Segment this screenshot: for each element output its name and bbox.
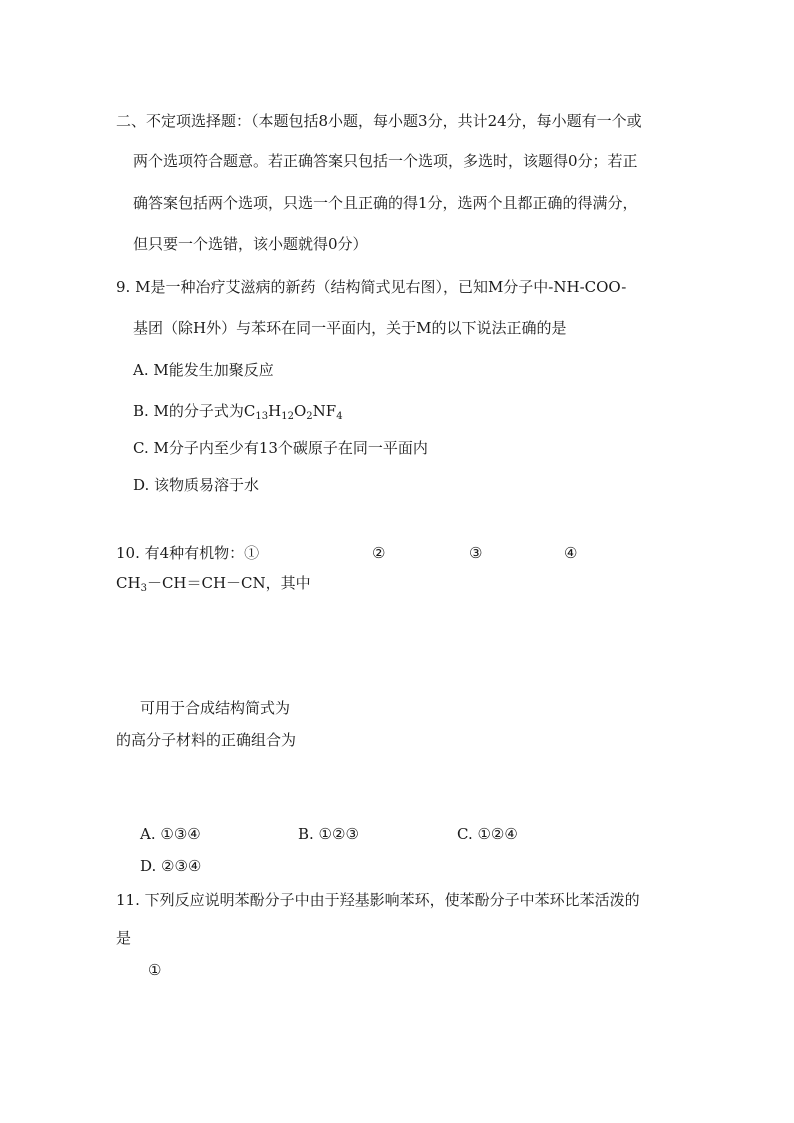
q9-option-b-o: O <box>293 402 307 420</box>
section-instruction-line-4: 但只要一个选错，该小题就得0分） <box>133 235 368 253</box>
q9-option-b-sub-h: 12 <box>281 411 294 422</box>
q10-usage-line-1: 可用于合成结构简式为 <box>140 699 291 717</box>
q10-option-c: C. ①②④ <box>457 825 518 843</box>
q9-option-c: C. M分子内至少有13个碳原子在同一平面内 <box>133 439 428 457</box>
section-instruction-line-2: 两个选项符合题意。若正确答案只包括一个选项，多选时，该题得0分；若正 <box>133 152 638 170</box>
section-heading: 二、不定项选择题：（本题包括8小题，每小题3分，共计24分，每小题有一个或 <box>116 112 642 130</box>
q9-option-b-sub-f: 4 <box>336 411 343 422</box>
q10-option-a: A. ①③④ <box>140 825 201 843</box>
q9-stem-line-2: 基团（除H外）与苯环在同一平面内，关于M的以下说法正确的是 <box>133 319 567 337</box>
q9-option-b-sub-o: 2 <box>306 411 313 422</box>
q9-stem-line-1: 9. M是一种冶疗艾滋病的新药（结构简式见右图），已知M分子中-NH-COO- <box>116 278 627 296</box>
q10-option-b: B. ①②③ <box>298 825 359 843</box>
q9-option-a: A. M能发生加聚反应 <box>133 361 274 379</box>
q9-option-b-prefix: B. M的分子式为C <box>133 402 256 420</box>
q10-mark-2: ② <box>372 544 386 562</box>
q10-option-d: D. ②③④ <box>140 857 202 875</box>
q9-option-b-h: H <box>268 402 282 420</box>
q10-ch3-sub: 3 <box>140 583 147 594</box>
q10-usage-line-2: 的高分子材料的正确组合为 <box>116 731 297 749</box>
section-instruction-line-3: 确答案包括两个选项，只选一个且正确的得1分，选两个且都正确的得满分， <box>133 194 638 212</box>
q9-option-b-nf: NF <box>312 402 337 420</box>
q10-stem: 10. 有4种有机物：① <box>116 544 260 562</box>
q9-option-b <box>133 401 343 421</box>
q9-option-d: D. 该物质易溶于水 <box>133 476 260 494</box>
q10-compound-4 <box>116 573 311 593</box>
q11-stem-line-2: 是 <box>116 929 132 947</box>
q11-stem-line-1: 11. 下列反应说明苯酚分子中由于羟基影响苯环，使苯酚分子中苯环比苯活泼的 <box>116 891 640 909</box>
q10-ch3: CH <box>116 574 141 592</box>
q9-option-b-sub-c: 13 <box>255 411 269 422</box>
q10-chain: －CH＝CH－CN，其中 <box>146 574 311 592</box>
q10-mark-4: ④ <box>564 544 578 562</box>
q11-item-1: ① <box>148 961 162 979</box>
q10-mark-3: ③ <box>469 544 483 562</box>
